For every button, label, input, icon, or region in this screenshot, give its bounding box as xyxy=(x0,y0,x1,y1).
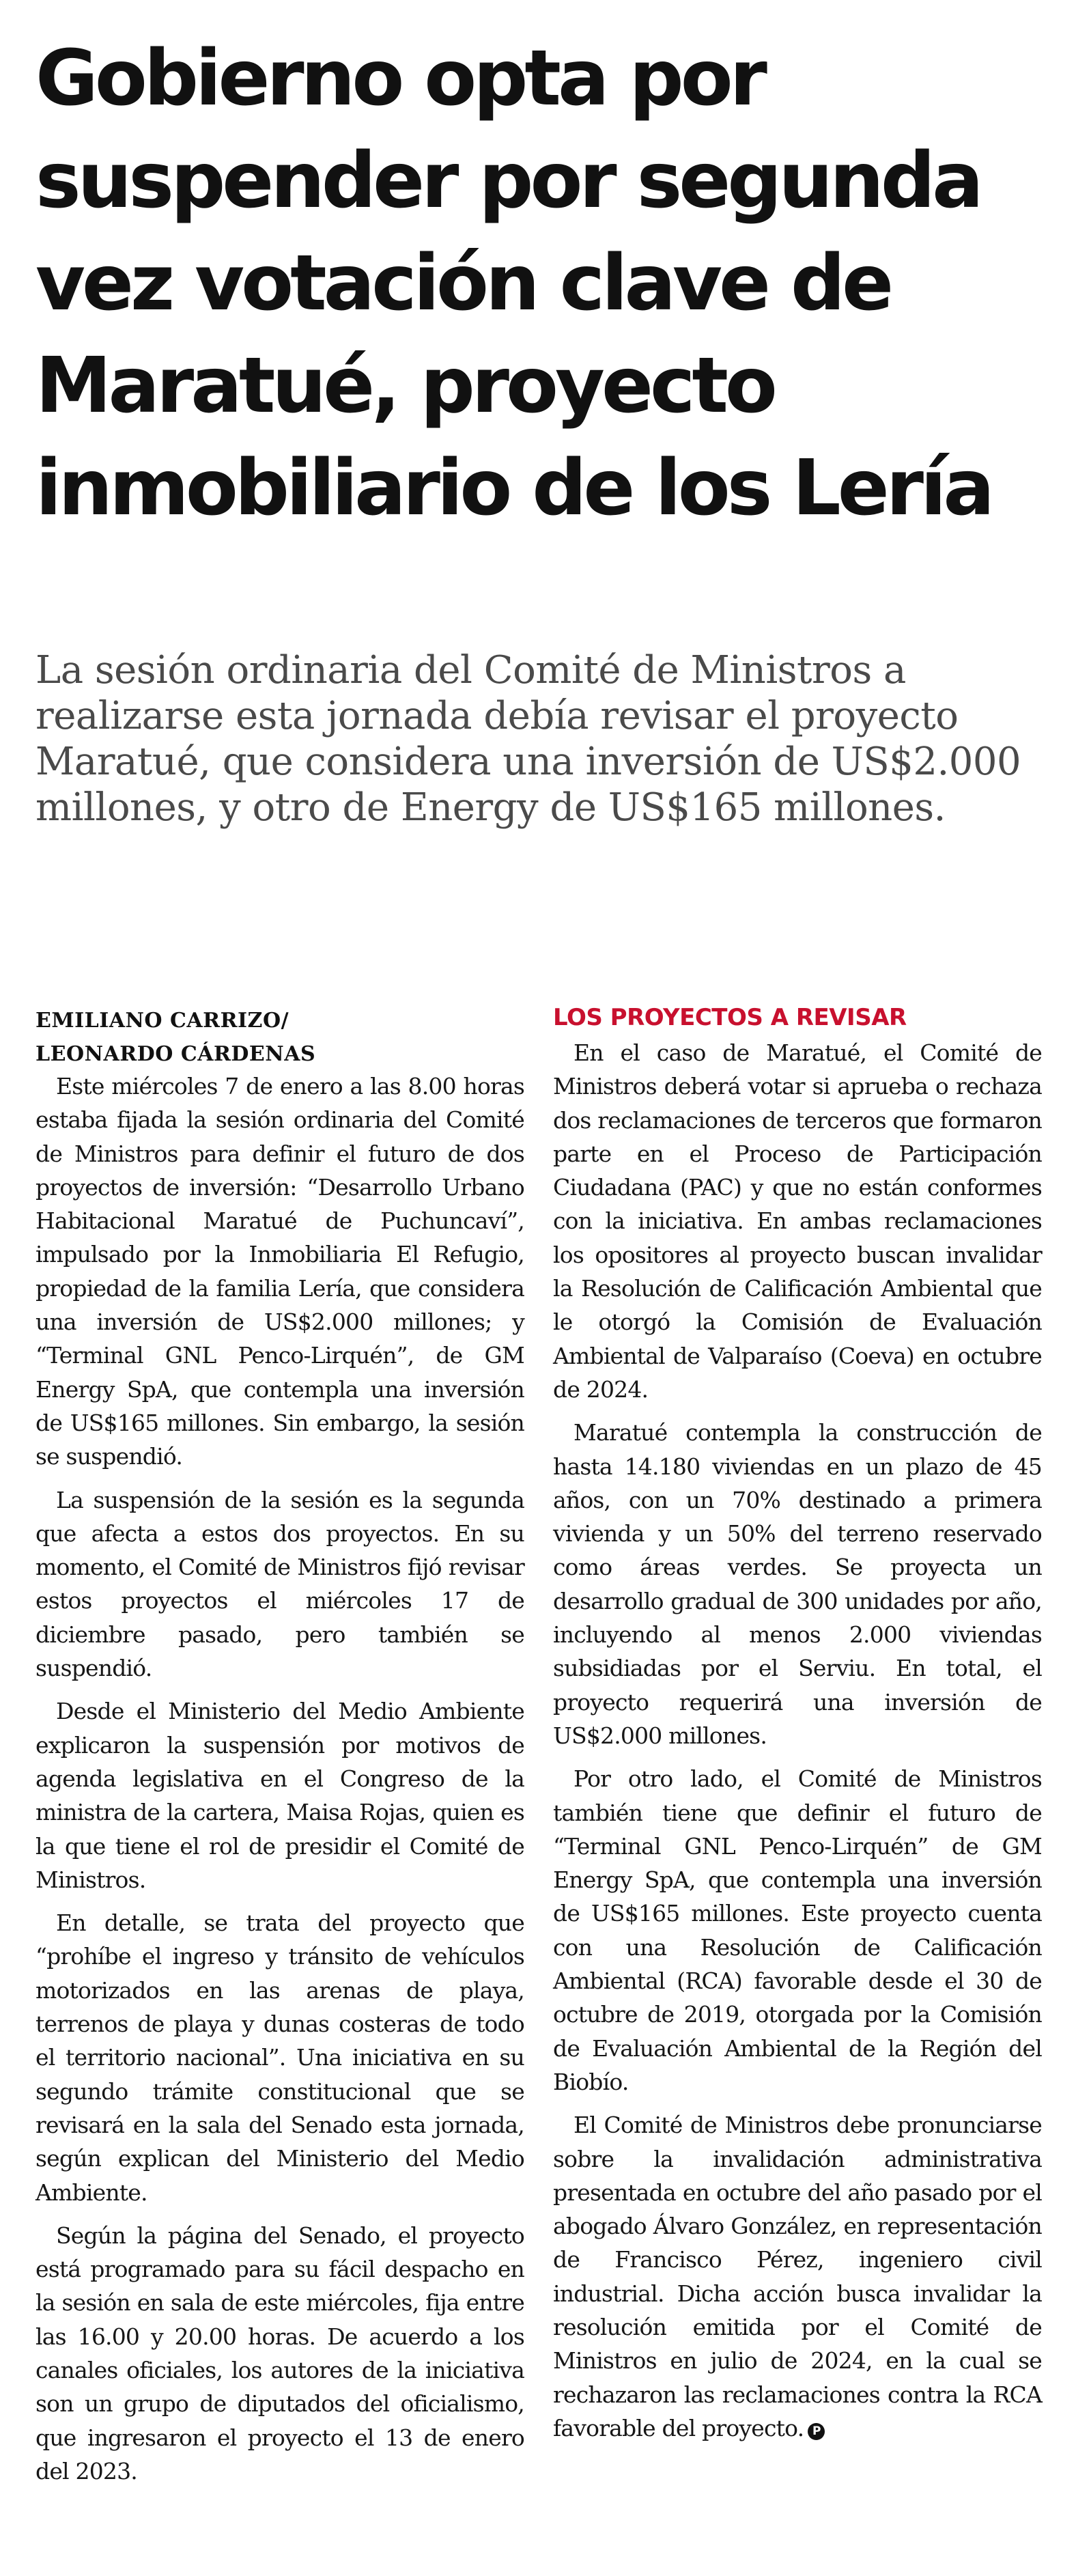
end-mark-icon: P xyxy=(808,2423,825,2440)
body-paragraph: Maratué contempla la construcción de hasta 14.180 viviendas en un plazo de 45 años, con un 70% destinado a primera vivienda y un 50% del terreno reservado como áreas verdes. Se proyecta un desarrollo gradual de 300 unidades por año, incluyendo al menos 2.000 viviendas subsidiadas por el Serviu. En total, el proyecto requerirá una inversión de US$2.000 millones. xyxy=(553,1419,1042,1749)
body-paragraph-final xyxy=(553,2108,1042,2445)
body-paragraph: Por otro lado, el Comité de Ministros también tiene que definir el futuro de “Terminal GNL Penco-Lirquén” de GM Energy SpA, que contempla una inversión de US$165 millones. Este proyecto cuenta con una Resolución de Calificación Ambiental (RCA) favorable desde el 30 de octubre de 2019, otorgada por la Comisión de Evaluación Ambiental de la Región del Biobío. xyxy=(553,1765,1042,2095)
body-paragraph: Desde el Ministerio del Medio Ambiente explicaron la suspensión por motivos de agenda legislativa en el Congreso de la ministra de la cartera, Maisa Rojas, quien es la que tiene el rol de presidir el Comité de Ministros. xyxy=(36,1698,524,1893)
dek-summary: La sesión ordinaria del Comité de Ministros a realizarse esta jornada debía revisar el proyecto Maratué, que considera una inversión de US$2.000 millones, y otro de Energy de US$165 millones. xyxy=(36,648,1021,830)
body-paragraph: En detalle, se trata del proyecto que “prohíbe el ingreso y tránsito de vehículos motorizados en las arenas de playa, terrenos de playa y dunas costeras de todo el territorio nacional”. Una iniciativa en su segundo trámite constitucional que se revisará en la sala del Senado esta jornada, según explican del Ministerio del Medio Ambiente. xyxy=(36,1909,524,2206)
byline-author-2: LEONARDO CÁRDENAS xyxy=(36,1042,316,1066)
body-paragraph: La suspensión de la sesión es la segunda que afecta a estos dos proyectos. En su momento, el Comité de Ministros fijó revisar estos proyectos el miércoles 17 de diciembre pasado, pero también se suspendió. xyxy=(36,1486,524,1682)
body-paragraph: Según la página del Senado, el proyecto está programado para su fácil despacho en la sesión en sala de este miércoles, fija entre las 16.00 y 20.00 horas. De acuerdo a los canales oficiales, los autores de la iniciativa son un grupo de diputados del oficialismo, que ingresaron el proyecto el 13 de enero del 2023. xyxy=(36,2222,524,2484)
section-subhead: LOS PROYECTOS A REVISAR xyxy=(553,1004,907,1031)
body-paragraph: En el caso de Maratué, el Comité de Ministros deberá votar si aprueba o rechaza dos reclamaciones de terceros que formaron parte en el Proceso de Participación Ciudadana (PAC) y que no están conformes con la iniciativa. En ambas reclamaciones los opositores al proyecto buscan invalidar la Resolución de Calificación Ambiental que le otorgó la Comisión de Evaluación Ambiental de Valparaíso (Coeva) en octubre de 2024. xyxy=(553,1039,1042,1403)
headline: Gobierno opta por suspender por segunda vez votación clave de Maratué, proyecto inmobiliario de los Lería xyxy=(36,34,991,533)
byline-author-1: EMILIANO CARRIZO/ xyxy=(36,1009,289,1033)
final-paragraph-text: El Comité de Ministros debe pronunciarse sobre la invalidación administrativa presentada en octubre del año pasado por el abogado Álvaro González, en representación de Francisco Pérez, ingeniero civil industrial. Dicha acción busca invalidar la resolución emitida por el Comité de Ministros en julio de 2024, en la cual se rechazaron las reclamaciones contra la RCA favorable del proyecto. xyxy=(553,2112,1042,2441)
body-paragraph: Este miércoles 7 de enero a las 8.00 horas estaba fijada la sesión ordinaria del Comité de Ministros para definir el futuro de dos proyectos de inversión: “Desarrollo Urbano Habitacional Maratué de Puchuncaví”, impulsado por la Inmobiliaria El Refugio, propiedad de la familia Lería, que considera una inversión de US$2.000 millones; y “Terminal GNL Penco-Lirquén”, de GM Energy SpA, que contempla una inversión de US$165 millones. Sin embargo, la sesión se suspendió. xyxy=(36,1073,524,1470)
article-column-right xyxy=(553,1003,1042,2454)
article-column-left xyxy=(36,1003,524,2497)
